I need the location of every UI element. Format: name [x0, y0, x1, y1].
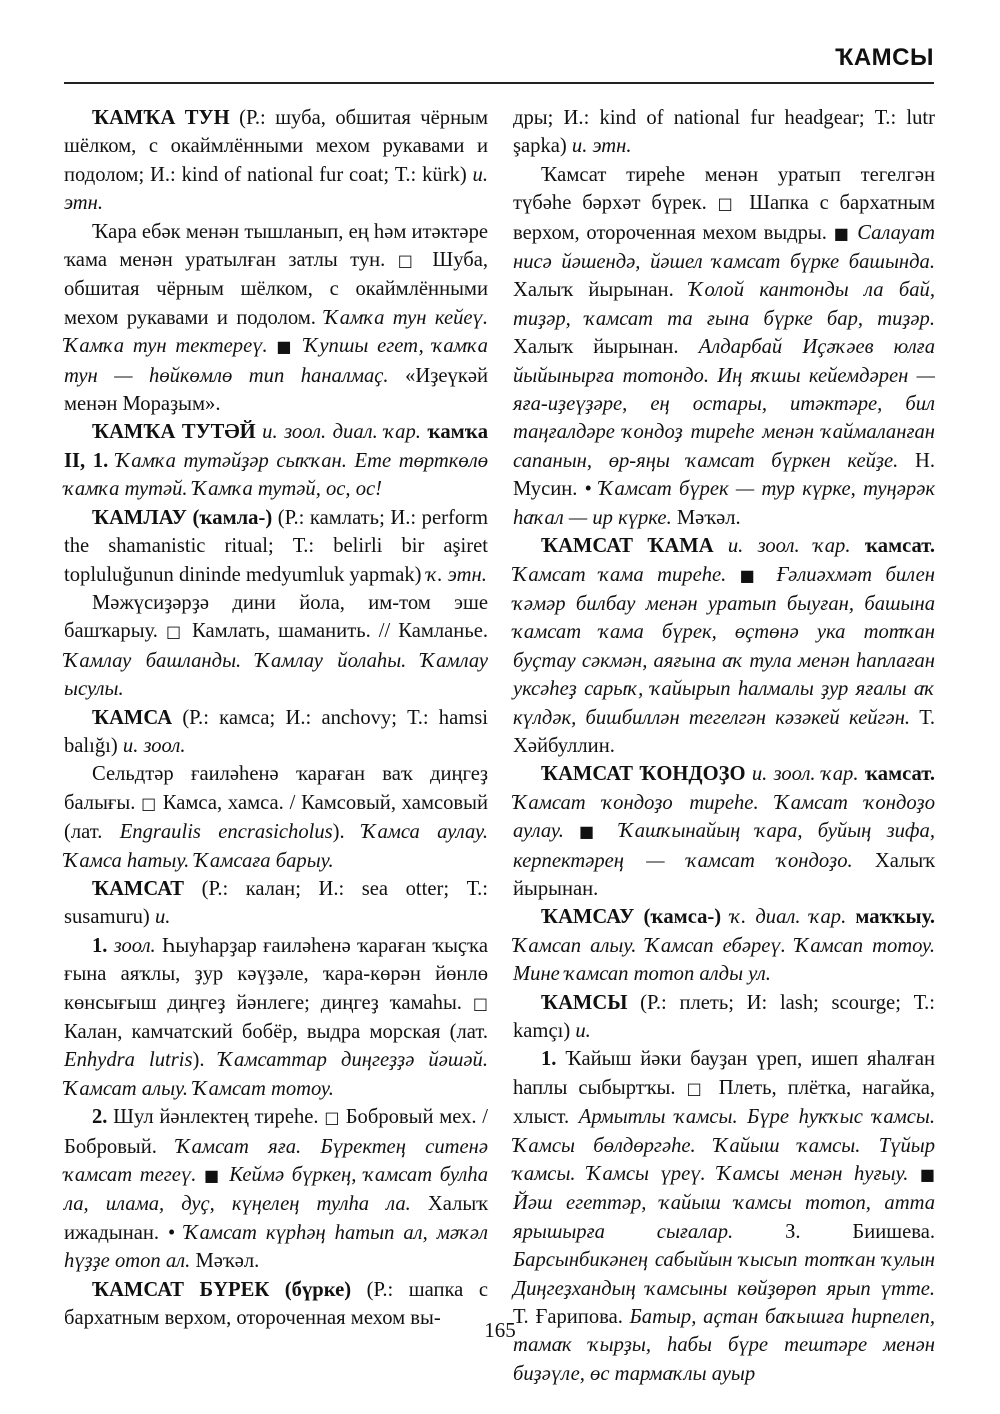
entry-kamsy [513, 989, 935, 1046]
grammar-label: и. этн. [64, 163, 488, 215]
headword: ҠАМСА [92, 706, 173, 729]
bullet-icon: • [159, 1221, 185, 1244]
header-rule [64, 82, 934, 84]
cross-reference: ҡамсат. [864, 763, 935, 786]
text: ). [332, 821, 363, 844]
definition: (Р.: калан; И.: sea otter; Т.: susamuru) [64, 877, 488, 929]
headword: ҠАМСАТ ҠОНДОҘО [541, 763, 746, 786]
meaning-text: Сельдтәр ғаиләһенә ҡараған ваҡ диңгеҙ балығы. [64, 763, 488, 814]
grammar-label: зоол. [107, 934, 156, 957]
source: Халыҡ йырынан. [513, 279, 690, 302]
open-square-icon: □ [397, 251, 421, 271]
entry-kamlau [64, 504, 488, 589]
quote-example: Йәш егеттәр, ҡайыш ҡамсы тотоп, атта ярышырға сығалар. [513, 1192, 935, 1243]
usage-example: Ҡамҡа тун кейеү. Ҡамҡа тун тектереү. [64, 306, 488, 358]
filled-square-icon: ■ [267, 337, 304, 357]
proverb-example: Ҡамсат күрһәң һатып ал, мәҡәл һүҙҙе отоп ал. [64, 1221, 488, 1273]
quote-example: Батыр, аҫтан баҡышға һирпелеп, тамаҡ ҡырҙы, һабы бүре тештәре менән биҙәүле, өс тармаҡлы ауыр [513, 1306, 936, 1385]
definition: (Р.: камса; И.: anchovy; Т.: hamsi balığı) [64, 706, 488, 757]
entry-body [513, 161, 935, 532]
quote-example: Алдарбай Иҫәҡәев юлға йыйынырға тотондо. Иң яҡшы кейемдәрен — яға-иҙеүҙәре, ең остары, итәктәре, бил таңғалдәре ҡондоҙ тиреһе менән ҡаймаланған сапанын, өр-яңы ҡамсат бүркен кейҙе. [513, 336, 936, 472]
meaning-text: Мәжүсиҙәрҙә дини йола, им-том эше башҡарыу. [64, 591, 488, 643]
page-header [64, 40, 934, 84]
quote-example: Салауат нисә йәшендә, йәшел ҡамсат бүрке башында. [513, 221, 935, 274]
grammar-label: ҡ. диал. ҡар. [721, 906, 856, 929]
translation-text: Шапка с бархатным верхом, отороченная мехом выдры. [513, 192, 935, 244]
source: Н. Мусин. [513, 449, 935, 501]
cross-reference: маҡҡыу. [855, 906, 935, 929]
source: Халыҡ ижадынан. [64, 1193, 488, 1244]
definition: (Р.: шапка с бархатным верхом, отороченная мехом вы- [64, 1278, 488, 1330]
usage-example: Армытлы ҡамсы. Бүре һуҡҡыс ҡамсы. Ҡамсы бөлдөргәһе. Ҡайыш ҡамсы. Түйыр ҡамсы. Ҡамсы үреү. Ҡамсы менән һуғыу. [513, 1106, 935, 1186]
open-square-icon: □ [472, 993, 488, 1013]
open-square-icon: □ [165, 622, 184, 642]
running-head: ҠАМСЫ [835, 44, 934, 71]
source: Т. Хәйбуллин. [513, 706, 935, 757]
left-column [64, 104, 488, 1332]
open-square-icon: □ [141, 793, 157, 813]
source: З. Биишева. [733, 1220, 935, 1243]
grammar-label: и. зоол. ҡар. [745, 763, 865, 786]
quote-example: Ҡупшы егет, ҡамҡа тун — һөйкөмлө тип һаналмаҫ. [64, 335, 488, 387]
usage-example: Ҡамҡа тутәйҙәр сыҡҡан. Ете төрткөлө ҡамҡа тутәй. Ҡамҡа тутәй, ос, ос! [64, 449, 488, 501]
open-square-icon: □ [324, 1108, 340, 1128]
latin-name: Engraulis encrasicholus [119, 821, 333, 844]
headword: ҠАМСАТ БҮРЕК (бүрке) [92, 1278, 352, 1301]
source: Халыҡ йырынан. [513, 849, 935, 900]
usage-example: Ҡамсат яға. Бүректең ситенә ҡамсат тегеү. [64, 1135, 488, 1187]
headword: ҠАМҠА ТУН [92, 107, 230, 129]
headword: ҠАМСЫ [541, 991, 628, 1014]
definition: (Р.: шуба, обшитая чёрным шёлком, с окаймлёнными мехом рукавами и подолом; И.: kind of national fur coat; Т.: kürk) [64, 107, 488, 186]
quote-example: Кеймә бүркең, ҡамсат булһа ла, илама, дуҫ, күңелең тулһа ла. [64, 1164, 488, 1216]
source: Мәҡәл. [190, 1250, 260, 1273]
open-square-icon: □ [717, 194, 739, 214]
usage-example: Ҡамсап алыу. Ҡамсап ебәреү. Ҡамсап тотоу. Мине ҡамсап тотоп алды ул. [513, 934, 935, 986]
filled-square-icon: ■ [563, 822, 620, 842]
headword: ҠАМСАТ [92, 877, 185, 900]
quote-example: Ғәлиәхмәт билен ҡәмәр билбау менән уратып быуған, башына ҡамсат ҡама бүрек, өҫтөнә ука тотҡан буҫтау сәкмән, аяғына аҡ тула менән һаплаған уксәһеҙ сарыҡ, ҡайырып һалмалы ҙур яғалы аҡ күлдәк, бишбиллән тегелгән кәзәкей кейгән. [513, 563, 935, 729]
quote-example: Барсынбикәнең сабыйын ҡысып тотҡан ҡулын Диңгеҙхандың ҡамсыны көйҙөрөп ярып үтте. [513, 1249, 935, 1300]
usage-example: Ҡамсаттар диңгеҙҙә йәшәй. Ҡамсат алыу. Ҡамсат тотоу. [64, 1049, 489, 1100]
proverb-example: Ҡамсат бүрек — тур күрке, туңәрәк һаҡал — ир күрке. [513, 478, 935, 529]
headword: ҠАМҠА ТУТӘЙ [92, 421, 256, 444]
sense-2 [64, 1103, 488, 1275]
usage-example: Ҡамлау башланды. Ҡамлау йолаһы. Ҡамлау ысулы. [64, 649, 488, 701]
usage-example: Ҡамсат ҡама тиреһе. [513, 563, 727, 586]
meaning-text: Ҡара ебәк менән тышланып, ең һәм итәктәре ҡама менән уратылған затлы тун. [64, 220, 489, 272]
quote-example: Ҡолой кантонды ла бай, тиҙәр, ҡамсат та ғына бүрке бар, тиҙәр. [513, 279, 935, 330]
grammar-label: и. этн. [571, 135, 632, 158]
headword: ҠАМСАУ (ҡамса-) [541, 906, 722, 929]
translation-text: Камса, хамса. / Камсовый, хамсовый (лат. [64, 791, 488, 844]
entry-body [64, 760, 488, 875]
entry-kamka-tun [64, 104, 488, 218]
source: Мәҡәл. [671, 506, 741, 529]
filled-square-icon: ■ [726, 565, 777, 585]
grammar-label: ҡ. этн. [426, 563, 487, 586]
cross-reference: ҡамсат. [864, 535, 935, 558]
grammar-label: и. зоол. диал. ҡар. [255, 421, 428, 444]
translation-text: Калан, камчатский бобёр, выдра морская (лат. [64, 1021, 488, 1043]
sense-number: 1. [92, 934, 108, 957]
filled-square-icon: ■ [833, 223, 858, 243]
headword: ҠАМСАТ ҠАМА [541, 535, 714, 558]
source: «Иҙеүкәй менән Мораҙым». [64, 364, 488, 416]
entry-continuation [513, 104, 935, 161]
translation-text: Камлать, шаманить. // Камланье. [184, 620, 489, 643]
definition: (Р.: камлать; И.: perform the shamanistic ritual; Т.: belirli bir aşiret topluluğunun dininde medyumluk yapmak) [64, 506, 488, 586]
quote-example: Ҡашҡынайың ҡара, буйың зифа, керпектәрең — ҡамсат ҡондоҙо. [513, 820, 935, 872]
entry-kamsat [64, 875, 488, 932]
grammar-label: и. [575, 1020, 591, 1042]
grammar-label: и. [154, 906, 171, 929]
definition: дры; И.: kind of national fur headgear; Т.: lutr şapka) [513, 107, 935, 158]
bullet-icon: • [577, 478, 600, 501]
text: ). [192, 1049, 219, 1072]
entry-kamsat-kondoz [513, 760, 935, 903]
page-number: 165 [484, 1318, 516, 1342]
entry-kamka-tutay [64, 418, 488, 503]
entry-body [64, 589, 488, 704]
usage-example: Ҡамса аулау. Ҡамса һатыу. Ҡамсаға барыу. [64, 821, 489, 872]
definition: (Р.: плеть; И: lash; scourge; Т.: kamçı) [513, 991, 935, 1042]
filled-square-icon: ■ [908, 1165, 935, 1185]
latin-name: Enhydra lutris [64, 1049, 193, 1072]
sense-1 [64, 932, 488, 1103]
meaning-text: Шул йәнлектең тиреһе. [107, 1106, 325, 1129]
source: Т. Ғарипова. [513, 1306, 630, 1329]
translation-text: Бобровый мех. / Бобровый. [64, 1106, 488, 1158]
translation-text: Шуба, обшитая чёрным шёлком, с окаймлёнными мехом рукавами и подолом. [64, 249, 488, 329]
entry-kamsat-kama [513, 532, 935, 760]
meaning-text: Ҡамсат тиреһе менән уратып тегелгән түбәһе бәрхәт бүрек. [513, 163, 935, 215]
cross-reference: ҡамҡа II, 1. [64, 421, 488, 472]
meaning-text: Һыуһарҙар ғаиләһенә ҡараған ҡыҫҡа ғына аяҡлы, ҙур кәүҙәле, ҡара-көрән йөнлө көнсығыш диңгеҙ йәнлеге; диңгеҙ ҡамаһы. [64, 934, 489, 1014]
sense-number: 1. [541, 1048, 557, 1071]
entry-body [64, 218, 488, 419]
entry-kamsa [64, 704, 488, 761]
grammar-label: и. зоол. [122, 734, 186, 757]
right-column [513, 104, 935, 1388]
sense-number: 2. [92, 1106, 108, 1129]
meaning-text: Ҡайыш йәки бауҙан үреп, ишеп яһалған һаплы сыбыртҡы. [513, 1048, 935, 1099]
open-square-icon: □ [686, 1078, 708, 1098]
grammar-label: и. зоол. ҡар. [713, 535, 865, 558]
translation-text: Плеть, плётка, нагайка, хлыст. [513, 1076, 935, 1129]
entry-kamsau [513, 903, 935, 988]
filled-square-icon: ■ [196, 1166, 230, 1186]
headword: ҠАМЛАУ (ҡамла-) [92, 506, 273, 529]
usage-example: Ҡамсат ҡондоҙо тиреһе. Ҡамсат ҡондоҙо аулау. [513, 791, 935, 843]
source: Халыҡ йырынан. [513, 336, 699, 359]
